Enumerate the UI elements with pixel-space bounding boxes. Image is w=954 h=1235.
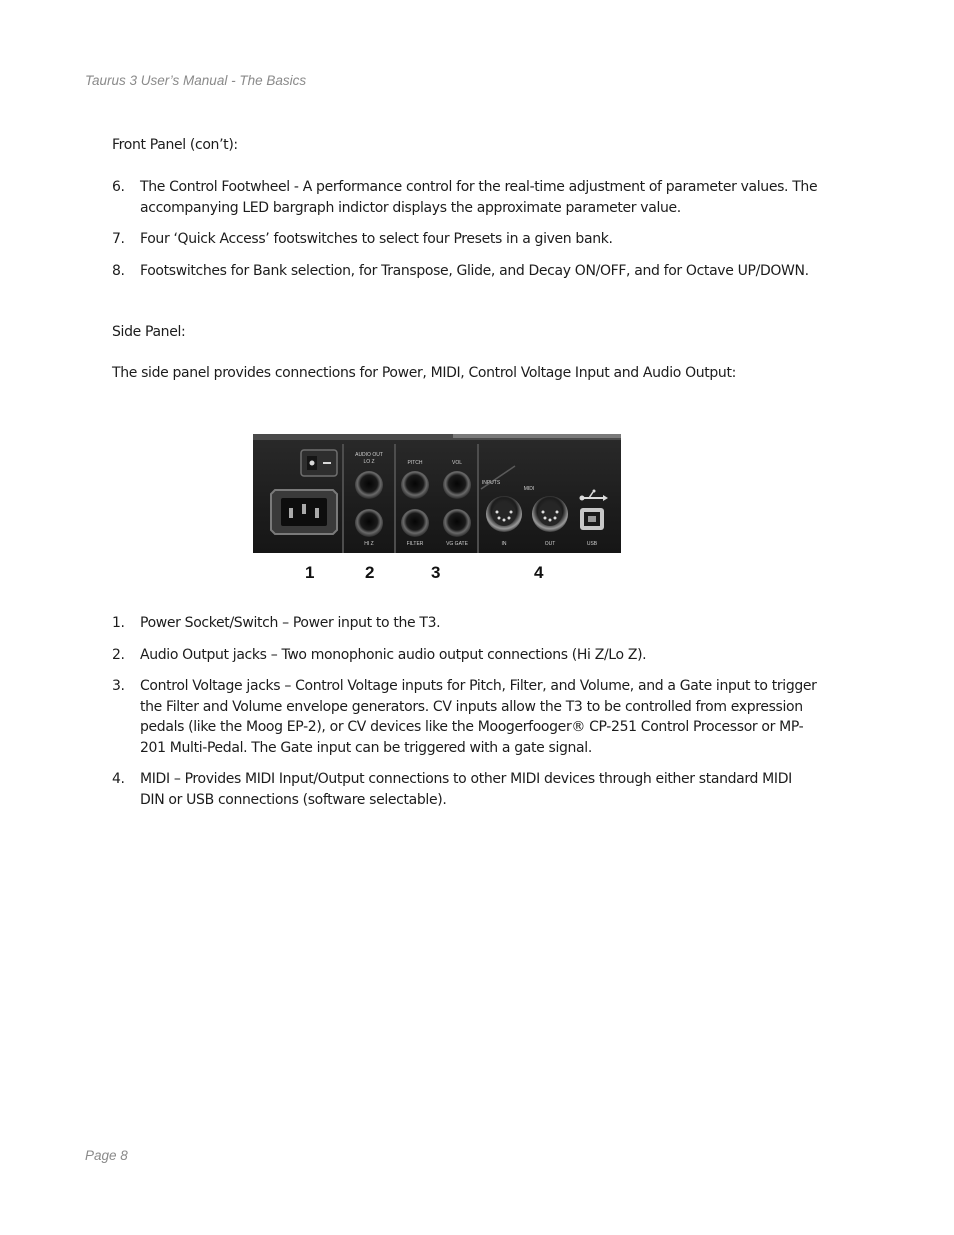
side-panel-illustration (253, 434, 621, 553)
list-item-text: The Control Footwheel - A performance control for the real-time adjustment of parameter values. The accompanying LED bargraph indictor displays the approximate parameter value. (140, 179, 818, 216)
pitch-label: PITCH (407, 460, 423, 466)
audio-out-hi-z-jack (355, 509, 383, 537)
list-item-text: Footswitches for Bank selection, for Transpose, Glide, and Decay ON/OFF, and for Octave UP/DOWN. (140, 262, 809, 279)
callout-1: 1 (305, 563, 315, 582)
list-item-text: Audio Output jacks – Two monophonic audio output connections (Hi Z/Lo Z). (140, 646, 647, 663)
power-socket (271, 490, 337, 534)
midi-label: MIDI (523, 486, 535, 492)
list-item (112, 645, 827, 666)
side-panel-photo (253, 434, 621, 553)
list-item-number: 7. (112, 231, 125, 247)
audio-out-label: AUDIO OUT (355, 452, 383, 458)
inputs-label: INPUTS (481, 480, 501, 486)
page-number: Page 8 (85, 1148, 128, 1163)
hi-z-label: HI Z (364, 541, 374, 547)
midi-out-label: OUT (544, 541, 556, 547)
list-item-text: MIDI – Provides MIDI Input/Output connections to other MIDI devices through either standard MIDI DIN or USB connections (software selectable). (140, 771, 792, 808)
front-panel-heading: Front Panel (con’t): (112, 137, 238, 153)
pitch-jack (401, 471, 429, 499)
list-item-number: 4. (112, 771, 125, 787)
list-item (112, 261, 880, 282)
usb-icon (580, 490, 609, 502)
midi-in-port (486, 496, 522, 532)
filter-jack (401, 509, 429, 537)
list-item (112, 769, 800, 810)
list-item-text: Four ‘Quick Access’ footswitches to select four Presets in a given bank. (140, 231, 613, 247)
callout-4: 4 (534, 563, 544, 582)
list-item (112, 229, 842, 250)
photo-callouts (0, 563, 954, 585)
vol-label: VOL (451, 460, 463, 466)
list-item (112, 177, 842, 218)
list-item-number: 1. (112, 615, 125, 631)
power-switch (301, 450, 337, 476)
vg-gate-label: VG GATE (446, 541, 468, 547)
list-item-number: 8. (112, 262, 125, 279)
front-panel-list (112, 177, 842, 292)
side-panel-intro: The side panel provides connections for Power, MIDI, Control Voltage Input and Audio Output: (112, 365, 736, 381)
gate-jack (443, 509, 471, 537)
usb-label: USB (586, 541, 598, 547)
running-header: Taurus 3 User’s Manual - The Basics (85, 73, 307, 88)
midi-out-port (532, 496, 568, 532)
side-panel-list (112, 613, 827, 821)
side-panel-heading: Side Panel: (112, 324, 186, 340)
lo-z-label: LO Z (363, 459, 375, 465)
list-item-number: 3. (112, 678, 125, 694)
list-item (112, 613, 827, 634)
list-item-text: Control Voltage jacks – Control Voltage inputs for Pitch, Filter, and Volume, and a Gate input to trigger the Filter and Volume envelope generators. CV inputs allow the T3 to be controlled from expression pedals (like the Moog EP-2), or CV devices like the Moogerfooger® CP-251 Control Processor or MP-201 Multi-Pedal. The Gate input can be triggered with a gate signal. (140, 678, 817, 756)
list-item (112, 676, 827, 758)
callout-2: 2 (365, 563, 375, 582)
callout-3: 3 (431, 563, 441, 582)
vol-jack (443, 471, 471, 499)
usb-port (580, 508, 604, 530)
list-item-number: 2. (112, 646, 125, 663)
list-item-text: Power Socket/Switch – Power input to the T3. (140, 615, 441, 631)
audio-out-lo-z-jack (355, 471, 383, 499)
filter-label: FILTER (406, 541, 424, 547)
list-item-number: 6. (112, 179, 125, 195)
midi-in-label: IN (501, 541, 507, 547)
